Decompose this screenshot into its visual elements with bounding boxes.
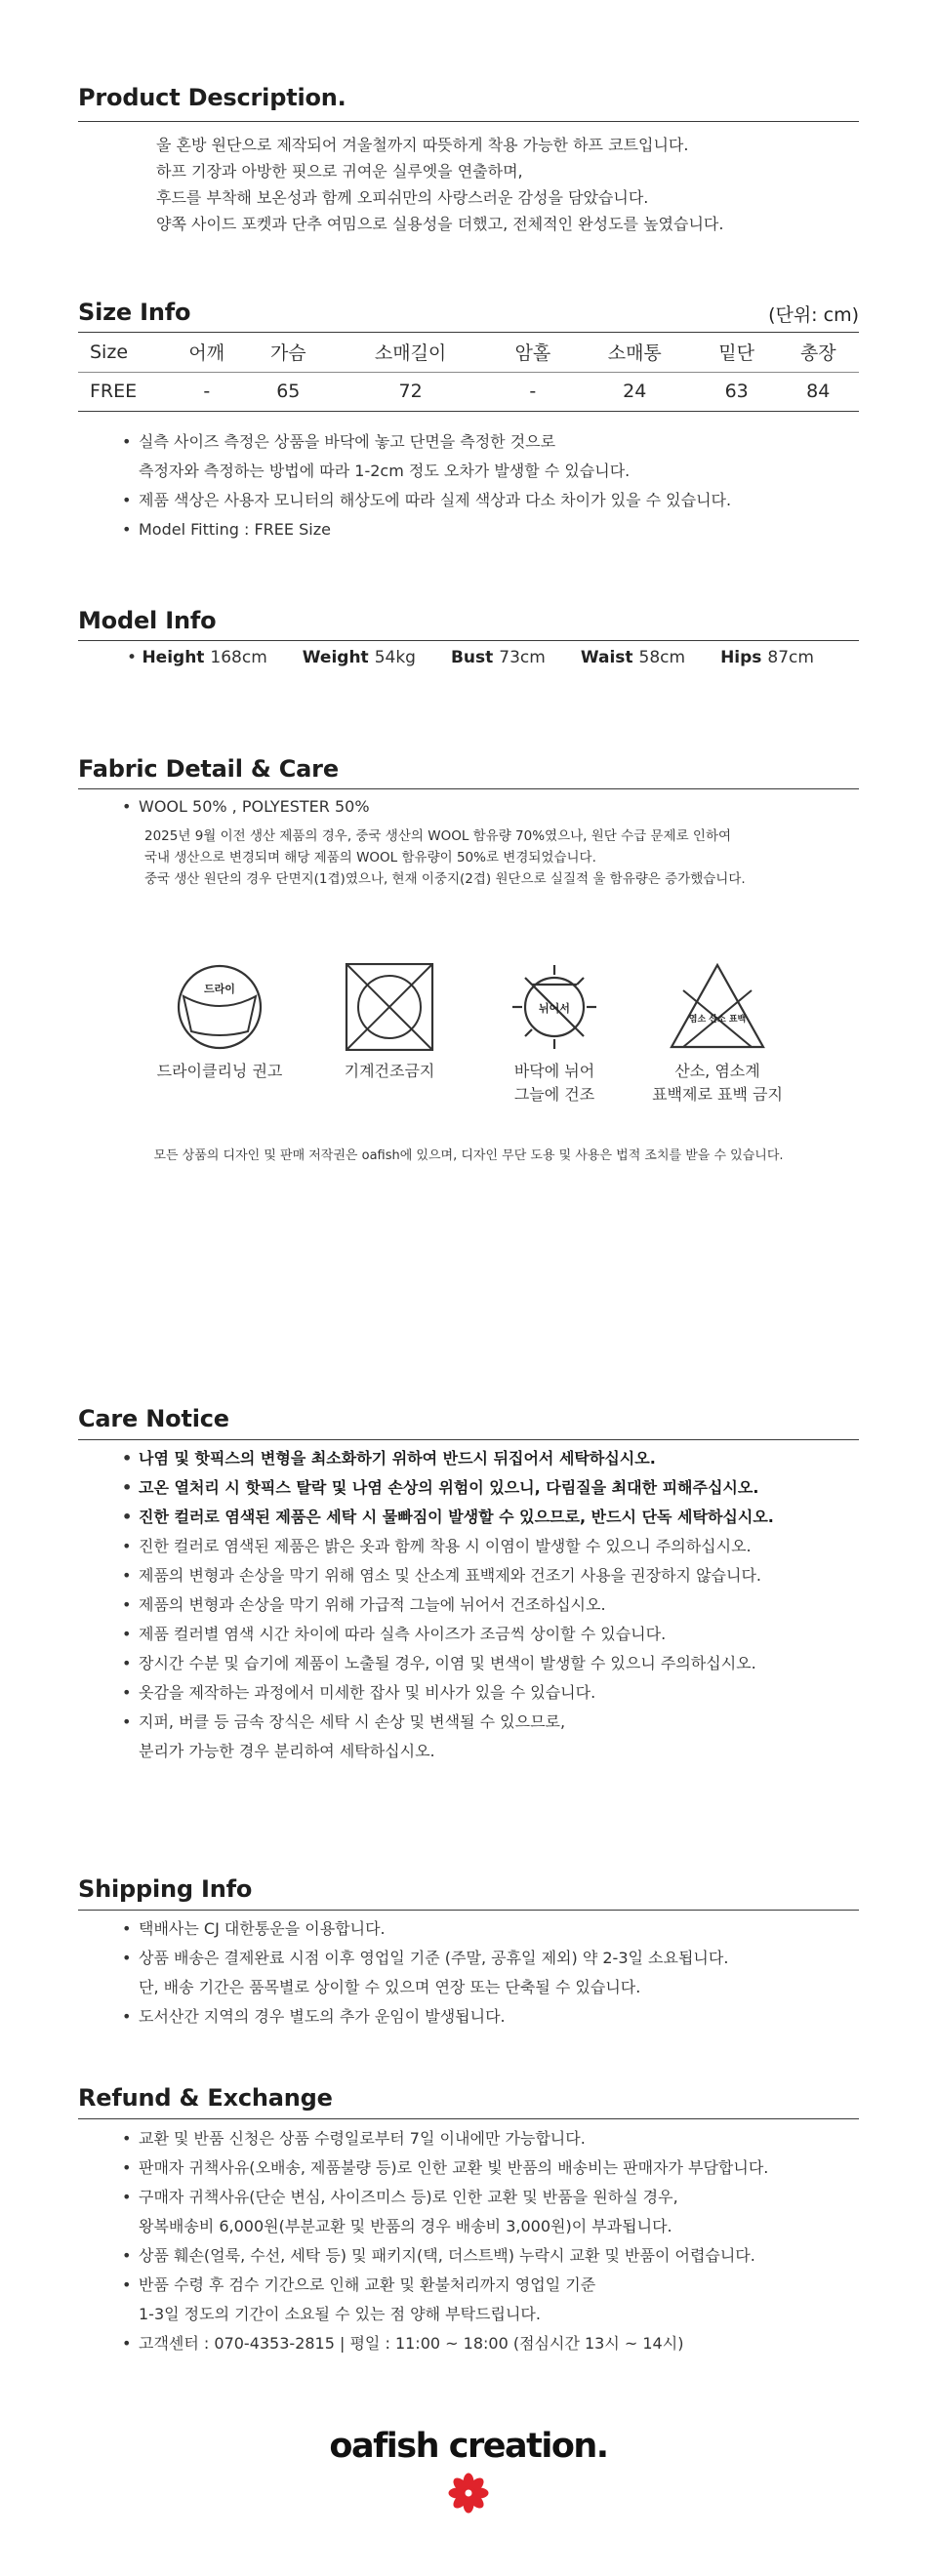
fabric-note-line: 국내 생산으로 변경되며 해당 제품의 WOOL 함유량이 50%로 변경되었습니다. [144,850,596,865]
care-notice-item: • 옷감을 제작하는 과정에서 미세한 잡사 및 비사가 있을 수 있습니다. [119,1678,871,1708]
size-header-cell: 암홀 [492,333,574,372]
care-notice-item: • 나염 및 핫픽스의 변형을 최소화하기 위하여 반드시 뒤집어서 세탁하십시오. [119,1444,871,1473]
size-note [119,427,871,486]
care-notice-item: • 진한 컬러로 염색된 제품은 밝은 옷과 함께 착용 시 이염이 발생할 수 있으니 주의하십시오. [119,1532,871,1561]
model-info-title: Model Info [78,607,217,634]
refund-item [119,2241,880,2271]
model-weight [303,648,416,667]
size-value-cell: - [492,372,574,411]
model-height-label: Height [142,648,205,667]
model-bust-label: Bust [450,648,494,667]
refund-line: 1-3일 정도의 기간이 소요될 수 있는 점 양해 부탁드립니다. [139,2305,541,2323]
size-header-cell: 소매길이 [329,333,492,372]
size-table-row [78,372,859,411]
size-value-cell: 65 [248,372,330,411]
size-value-cell: 24 [574,372,696,411]
divider [78,1910,859,1911]
description-line: 양쪽 사이드 포켓과 단추 여밈으로 실용성을 더했고, 전체적인 완성도를 높였습니다. [156,215,724,233]
red-flower-icon [448,2473,489,2514]
divider [78,121,859,122]
size-info-title: Size Info [78,299,191,326]
care-notice-item: • 제품 컬러별 염색 시간 차이에 따라 실측 사이즈가 조금씩 상이할 수 있습니다. [119,1620,871,1649]
product-description-title: Product Description. [78,84,346,111]
refund-line: 판매자 귀책사유(오배송, 제품불량 등)로 인한 교환 빛 반품의 배송비는 판매자가 부담합니다. [139,2158,769,2177]
divider [78,640,859,641]
size-table-header [78,333,859,372]
no-bleach-icon-text: 염소 산소 표백 [688,1015,747,1025]
size-value-cell: FREE [78,372,166,411]
refund-line: 교환 및 반품 신청은 상품 수령일로부터 7일 이내에만 가능합니다. [139,2129,586,2148]
description-line: 울 혼방 원단으로 제작되어 겨울철까지 따뜻하게 착용 가능한 하프 코트입니다. [156,136,689,154]
refund-item [119,2183,880,2241]
model-bust [451,648,546,667]
size-value-cell: - [166,372,248,411]
description-line: 후드를 부착해 보온성과 함께 오피쉬만의 사랑스러운 감성을 담았습니다. [156,188,649,207]
shipping-item [119,1944,871,2002]
divider [78,788,859,789]
size-header-cell: 밑단 [696,333,778,372]
care-label-line: 산소, 염소계 [674,1062,760,1080]
divider [78,1439,859,1440]
refund-item [119,2124,880,2153]
refund-item [119,2153,880,2183]
no-tumble-dry-icon [317,963,464,1051]
fabric-composition-list [119,792,861,822]
care-notice-line: 분리가 가능한 경우 분리하여 세탁하십시오. [139,1742,435,1760]
dry-clean-icon-text: 드라이 [204,983,235,995]
refund-line: 왕복배송비 6,000원(부분교환 및 반품의 경우 배송비 3,000원)이 부과됩니다. [139,2217,672,2235]
model-height-value: 168cm [210,648,267,667]
care-notice-item: • 제품의 변형과 손상을 막기 위해 염소 및 산소계 표백제와 건조기 사용을 권장하지 않습니다. [119,1561,871,1590]
care-notice-item: • 고온 열처리 시 핫픽스 탈락 및 나염 손상의 위험이 있으니, 다림질을 최대한 피해주십시오. [119,1473,871,1503]
shipping-title: Shipping Info [78,1875,253,1903]
model-measurements [127,648,849,667]
size-note-line: 제품 색상은 사용자 모니터의 해상도에 따라 실제 색상과 다소 차이가 있을 수 있습니다. [139,491,732,509]
fabric-notes [144,825,867,890]
refund-line: 반품 수령 후 검수 기간으로 인해 교환 및 환불처리까지 영업일 기준 [139,2275,596,2294]
care-label-line: 그늘에 건조 [513,1085,595,1104]
refund-line: 구매자 귀책사유(단순 변심, 사이즈미스 등)로 인한 교환 및 반품을 원하실 경우, [139,2188,678,2206]
description-line: 하프 기장과 아방한 핏으로 귀여운 실루엣을 연출하며, [156,162,523,181]
shipping-list [119,1914,871,2032]
care-notice-item: • 장시간 수분 및 습기에 제품이 노출될 경우, 이염 및 변색이 발생할 수 있으니 주의하십시오. [119,1649,871,1678]
size-note-line: 측정자와 측정하는 방법에 따라 1-2cm 정도 오차가 발생할 수 있습니다. [139,462,631,480]
refund-item [119,2329,880,2358]
size-unit: (단위: cm) [768,304,859,326]
copyright-notice: 모든 상품의 디자인 및 판매 저작권은 oafish에 있으며, 디자인 무단 도용 및 사용은 법적 조치를 받을 수 있습니다. [153,1148,784,1163]
model-waist [581,648,685,667]
model-bust-value: 73cm [499,648,546,667]
care-notice-item: • 진한 컬러로 염색된 제품은 세탁 시 물빠짐이 발생할 수 있으므로, 반드시 단독 세탁하십시오. [119,1503,871,1532]
care-notice-item [119,1708,871,1766]
care-label-line: 표백제로 표백 금지 [652,1085,783,1104]
care-notice-list [119,1444,871,1766]
fabric-composition: • WOOL 50% , POLYESTER 50% [119,792,861,822]
model-hips [720,648,814,667]
shipping-line: 택배사는 CJ 대한통운을 이용합니다. [139,1919,386,1938]
size-header-cell: 가슴 [248,333,330,372]
size-header-cell: 소매통 [574,333,696,372]
brand-logo-text: oafish creation. [329,2427,608,2466]
fabric-note-line: 중국 생산 원단의 경우 단면지(1겹)였으나, 현재 이중지(2겹) 원단으로 실질적 울 함유량은 증가했습니다. [144,871,746,887]
customer-center-info: 고객센터 : 070-4353-2815 | 평일 : 11:00 ~ 18:00 (점심시간 13시 ~ 14시) [139,2334,684,2353]
care-label [122,1060,317,1083]
model-waist-label: Waist [580,648,633,667]
size-notes [119,427,871,544]
care-label-line: 드라이클리닝 권고 [156,1062,283,1080]
size-table [78,333,859,412]
model-hips-label: Hips [720,648,762,667]
size-header-cell: Size [78,333,166,372]
shipping-line: 상품 배송은 결제완료 시점 이후 영업일 기준 (주말, 공휴일 제외) 약 2-3일 소요됩니다. [139,1949,729,1967]
fabric-note-line: 2025년 9월 이전 생산 제품의 경우, 중국 생산의 WOOL 함유량 70%였으나, 원단 수급 문제로 인하여 [144,828,732,844]
shipping-item [119,2002,871,2032]
care-notice-item: • 제품의 변형과 손상을 막기 위해 가급적 그늘에 뉘어서 건조하십시오. [119,1590,871,1620]
model-waist-value: 58cm [638,648,686,667]
no-bleach-icon [644,963,791,1051]
model-weight-value: 54kg [374,648,416,667]
refund-title: Refund & Exchange [78,2084,333,2112]
care-label [620,1060,815,1107]
shipping-line: 도서산간 지역의 경우 별도의 추가 운임이 발생됩니다. [139,2007,506,2026]
divider [78,2118,859,2119]
refund-line: 상품 훼손(얼룩, 수선, 세탁 등) 및 패키지(택, 더스트백) 누락시 교환 및 반품이 어렵습니다. [139,2246,755,2265]
dry-flat-icon-text: 뉘어서 [539,1002,570,1015]
dry-clean-icon [146,963,293,1051]
shipping-line: 단, 배송 기간은 품목별로 상이할 수 있으며 연장 또는 단축될 수 있습니다. [139,1978,641,1996]
shipping-item [119,1914,871,1944]
size-header-cell: 어깨 [166,333,248,372]
refund-list [119,2124,880,2358]
size-value-cell: 63 [696,372,778,411]
product-description-text [156,132,859,237]
size-note [119,486,871,515]
size-header-cell: 총장 [777,333,859,372]
size-note-line: 실측 사이즈 측정은 상품을 바닥에 놓고 단면을 측정한 것으로 [139,432,556,451]
care-label-line: 기계건조금지 [344,1062,435,1080]
fabric-title: Fabric Detail & Care [78,755,339,783]
dry-flat-shade-icon [481,963,628,1051]
model-hips-value: 87cm [767,648,814,667]
refund-item [119,2271,880,2329]
size-value-cell: 72 [329,372,492,411]
care-label-line: 바닥에 뉘어 [513,1062,595,1080]
size-value-cell: 84 [777,372,859,411]
model-height: • Height 168cm [127,648,267,667]
care-notice-line: 지퍼, 버클 등 금속 장식은 세탁 시 손상 및 변색될 수 있으므로, [139,1712,566,1731]
size-note [119,515,871,544]
care-notice-title: Care Notice [78,1405,229,1432]
model-weight-label: Weight [302,648,369,667]
size-note-line: Model Fitting : FREE Size [139,520,331,539]
